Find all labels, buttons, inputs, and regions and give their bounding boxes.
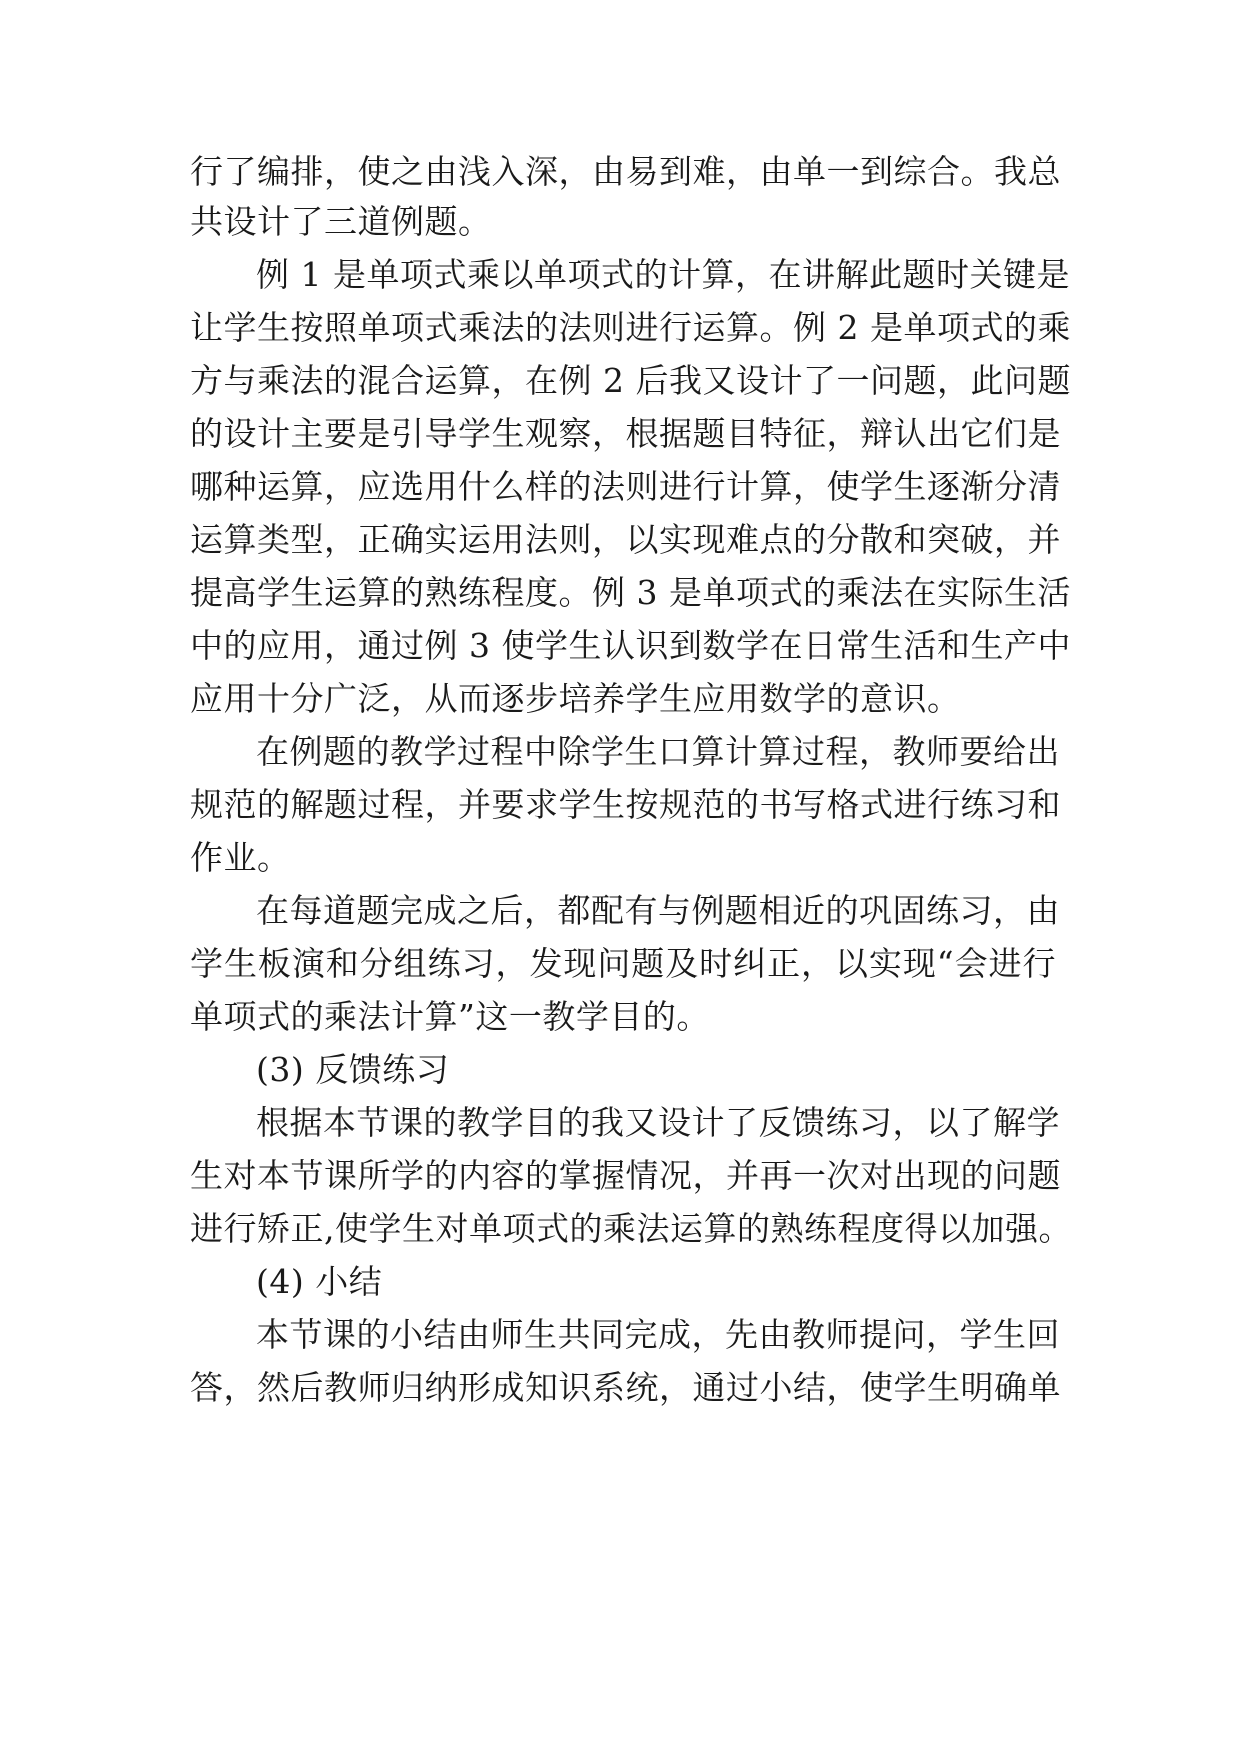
text-line: 在例题的教学过程中除学生口算计算过程，教师要给出	[256, 732, 1060, 771]
text-line: 行了编排，使之由浅入深，由易到难，由单一到综合。我总	[190, 152, 1061, 191]
text-line: 共设计了三道例题。	[190, 202, 492, 241]
text-line: 单项式的乘法计算”这一教学目的。	[190, 997, 710, 1036]
text-line: 在每道题完成之后，都配有与例题相近的巩固练习，由	[256, 891, 1060, 930]
text-line: 方与乘法的混合运算，在例 2 后我又设计了一问题，此问题	[190, 361, 1071, 400]
text-line: 的设计主要是引导学生观察，根据题目特征，辩认出它们是	[190, 414, 1061, 453]
text-line: 规范的解题过程，并要求学生按规范的书写格式进行练习和	[190, 785, 1061, 824]
section-heading: (4) 小结	[256, 1262, 383, 1301]
text-line: 作业。	[190, 838, 291, 877]
text-line: 生对本节课所学的内容的掌握情况，并再一次对出现的问题	[190, 1156, 1061, 1195]
text-line: 学生板演和分组练习，发现问题及时纠正，以实现“会进行	[190, 944, 1056, 983]
text-line: 哪种运算，应选用什么样的法则进行计算，使学生逐渐分清	[190, 467, 1061, 506]
text-line: 运算类型，正确实运用法则，以实现难点的分散和突破，并	[190, 520, 1061, 559]
text-line: 本节课的小结由师生共同完成，先由教师提问，学生回	[256, 1315, 1060, 1354]
text-line: 进行矫正,使学生对单项式的乘法运算的熟练程度得以加强。	[190, 1209, 1072, 1248]
text-line: 提高学生运算的熟练程度。例 3 是单项式的乘法在实际生活	[190, 573, 1071, 612]
text-line: 应用十分广泛，从而逐步培养学生应用数学的意识。	[190, 679, 961, 718]
text-line: 例 1 是单项式乘以单项式的计算，在讲解此题时关键是	[256, 255, 1070, 294]
text-line: 让学生按照单项式乘法的法则进行运算。例 2 是单项式的乘	[190, 308, 1071, 347]
text-line: 中的应用，通过例 3 使学生认识到数学在日常生活和生产中	[190, 626, 1071, 665]
text-line: 根据本节课的教学目的我又设计了反馈练习，以了解学	[256, 1103, 1060, 1142]
text-line: 答，然后教师归纳形成知识系统，通过小结，使学生明确单	[190, 1368, 1061, 1407]
section-heading: (3) 反馈练习	[256, 1050, 450, 1089]
